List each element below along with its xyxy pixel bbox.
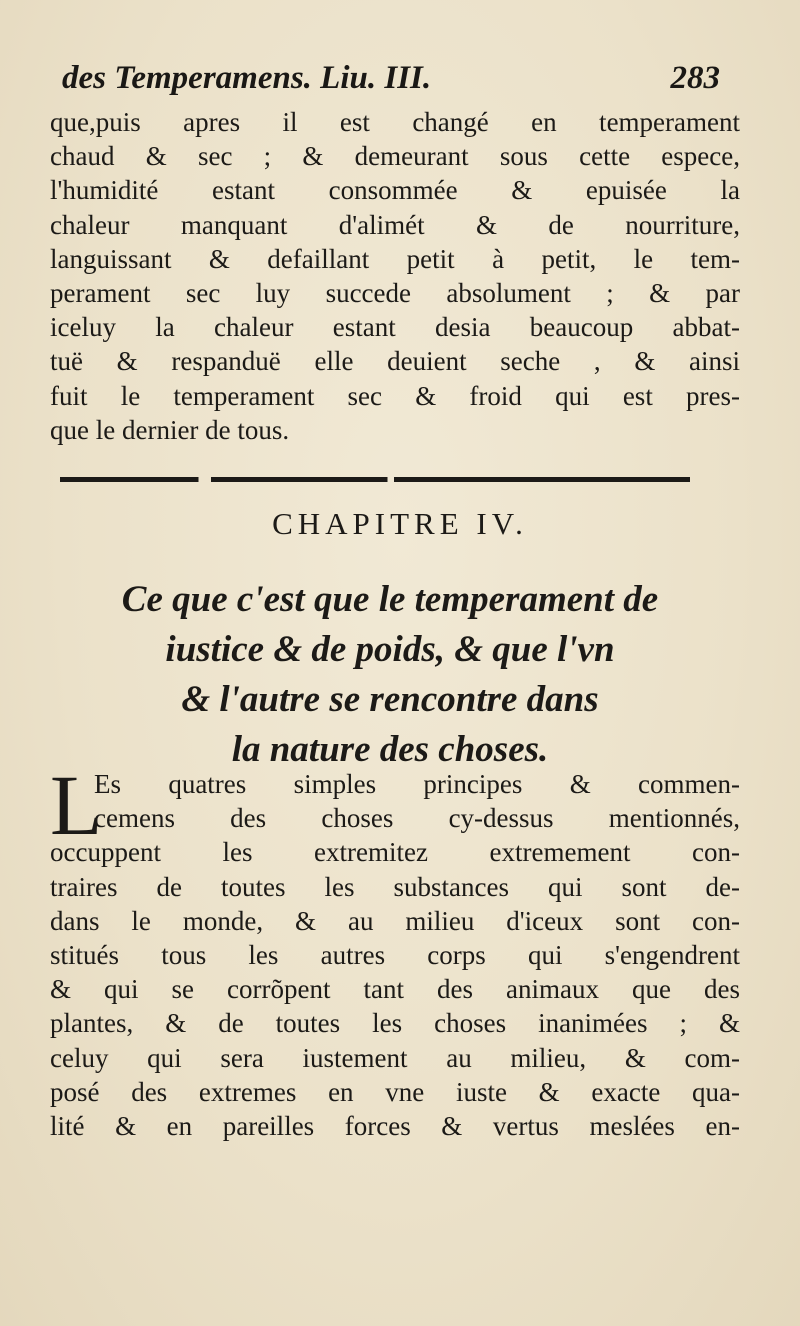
drop-cap: L (50, 757, 103, 853)
subtitle-line: la nature des choses. (231, 729, 549, 770)
text-line: iceluy la chaleur estant desia beaucoup abbat- (50, 312, 740, 343)
running-header (62, 60, 730, 100)
text-line: traires de toutes les substances qui sont de- (50, 871, 740, 902)
text-line: que,puis apres il est changé en temperament (50, 107, 740, 137)
text-line: Es quatres simples principes & commen- (94, 769, 740, 799)
text-line: occuppent les extremitez extremement con- (50, 837, 740, 868)
text-line: l'humidité estant consommée & epuisée la (50, 175, 740, 206)
text-line: fuit le temperament sec & froid qui est pres- (50, 380, 740, 411)
text-line: lité & en pareilles forces & vertus meslées en- (50, 1111, 740, 1142)
page-number: 283 (670, 60, 720, 96)
text-line: chaud & sec ; & demeurant sous cette espece, (50, 141, 740, 172)
text-line: chaleur manquant d'alimét & de nourriture, (50, 209, 740, 240)
section-divider-rule (60, 477, 690, 482)
running-title: des Temperamens. Liu. III. (62, 60, 432, 96)
text-line: perament sec luy succede absolument ; & par (50, 278, 740, 309)
subtitle-line: Ce que c'est que le temperament de (121, 579, 659, 620)
text-line: stitués tous les autres corps qui s'engendrent (50, 940, 740, 971)
chapter-paragraph (50, 757, 740, 1143)
text-line: tuë & respanduë elle deuient seche , & ainsi (50, 346, 740, 377)
chapter-heading: CHAPITRE IV. (272, 506, 528, 541)
continuation-text (50, 105, 740, 447)
text-line: languissant & defaillant petit à petit, le tem- (50, 243, 740, 274)
text-line: que le dernier de tous. (50, 414, 290, 445)
text-line: cemens des choses cy-dessus mentionnés, (94, 803, 740, 834)
subtitle-line: iustice & de poids, & que l'vn (165, 629, 615, 670)
text-line: & qui se corrõpent tant des animaux que des (50, 974, 740, 1005)
subtitle-line: & l'autre se rencontre dans (181, 679, 599, 720)
text-line: plantes, & de toutes les choses inanimées ; & (50, 1008, 740, 1039)
chapter-subtitle (60, 575, 720, 775)
text-line: celuy qui sera iustement au milieu, & com- (50, 1042, 740, 1073)
text-line: posé des extremes en vne iuste & exacte qua- (50, 1076, 740, 1107)
text-line: dans le monde, & au milieu d'iceux sont con- (50, 905, 740, 936)
